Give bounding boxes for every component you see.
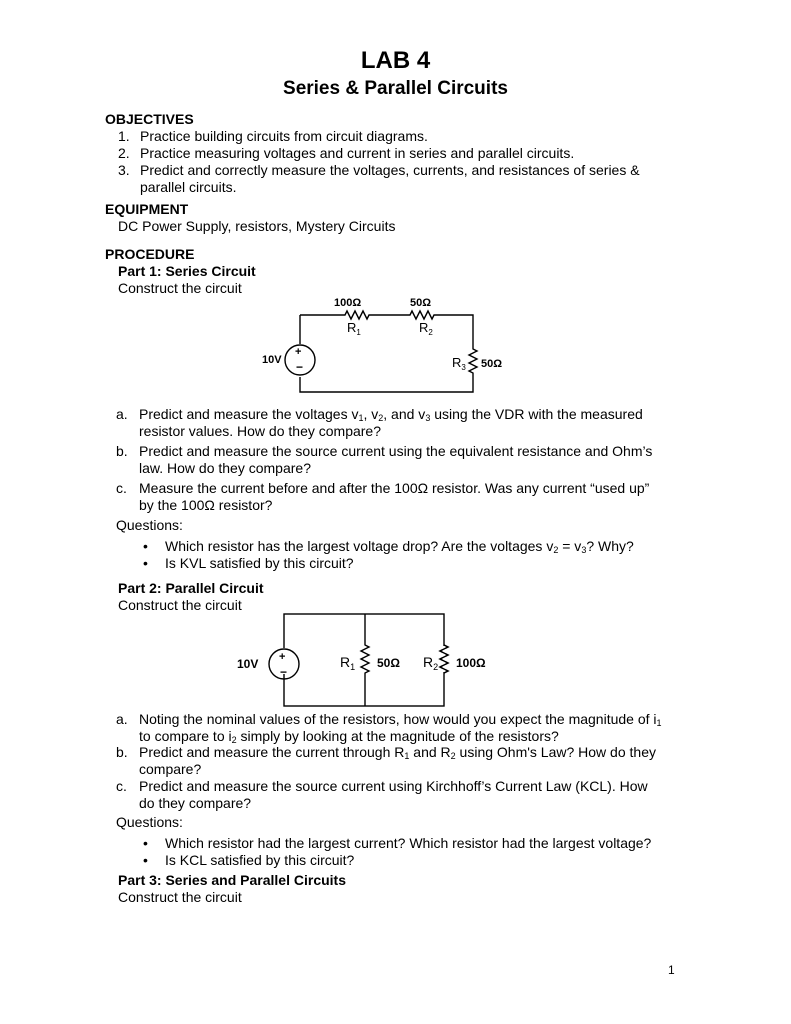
series-source-plus: + [295, 346, 302, 358]
series-circuit-diagram [255, 292, 525, 402]
part2-heading: Part 2: Parallel Circuit [118, 580, 264, 596]
series-r3-value: 50Ω [481, 358, 503, 370]
part1-item-c-line2: by the 100Ω resistor? [139, 497, 273, 513]
part2-item-c-line2: do they compare? [139, 795, 252, 811]
part1-item-b-line1: Predict and measure the source current using the equivalent resistance and Ohm’s [139, 443, 653, 459]
part1-construct: Construct the circuit [118, 280, 242, 296]
part3-heading: Part 3: Series and Parallel Circuits [118, 872, 346, 888]
part1-item-a-line2: resistor values. How do they compare? [139, 423, 381, 439]
objectives-heading: OBJECTIVES [105, 111, 194, 127]
part2-item-a-line1: Noting the nominal values of the resistors, how would you expect the magnitude of $i_1$ [139, 711, 662, 728]
parallel-r1-value: 50Ω [377, 656, 400, 670]
objective-2-number: 2. [118, 145, 130, 161]
parallel-circuit-diagram [232, 608, 502, 713]
part1-heading: Part 1: Series Circuit [118, 263, 256, 279]
part2-item-b-line2: compare? [139, 761, 202, 777]
series-r1-label: $R_1$ [347, 320, 361, 337]
part2-question-1: • Which resistor had the largest current? Which resistor had the largest voltage? [143, 835, 652, 851]
part1-item-b-line2: law. How do they compare? [139, 460, 311, 476]
part1-item-c-letter: c. [116, 480, 127, 496]
parallel-r2-label: $R_2$ [423, 654, 439, 672]
bullet: • [143, 538, 148, 554]
page-title: LAB 4 [360, 47, 431, 74]
series-source-label: 10V [262, 354, 282, 366]
parallel-source-minus: − [280, 665, 288, 679]
equipment-text: DC Power Supply, resistors, Mystery Circuits [118, 218, 396, 234]
objective-3-text: Predict and correctly measure the voltages, currents, and resistances of series & [140, 162, 640, 178]
parallel-r1-label: $R_1$ [340, 654, 356, 672]
part1-item-b-letter: b. [116, 443, 128, 459]
part3-construct: Construct the circuit [118, 889, 242, 905]
part2-item-b-line1: Predict and measure the current through $R_1$ and $R_2$ using Ohm's Law? How do they [139, 744, 656, 761]
objective-1-text: Practice building circuits from circuit diagrams. [140, 128, 428, 144]
part2-item-c-letter: c. [116, 778, 127, 794]
parallel-r2-value: 100Ω [456, 656, 486, 670]
series-r2-value: 50Ω [410, 297, 432, 309]
objective-1-number: 1. [118, 128, 130, 144]
procedure-heading: PROCEDURE [105, 246, 195, 262]
part2-item-c-line1: Predict and measure the source current using Kirchhoff’s Current Law (KCL). How [139, 778, 648, 794]
page-number: 1 [668, 963, 675, 977]
part2-item-a-line2: to compare to $i_2$ simply by looking at the magnitude of the resistors? [139, 728, 559, 745]
parallel-source-label: 10V [237, 657, 259, 671]
series-r1-value: 100Ω [334, 297, 362, 309]
parallel-source-plus: + [279, 651, 286, 663]
part2-construct: Construct the circuit [118, 597, 242, 613]
part2-questions-label: Questions: [116, 814, 183, 830]
part2-question-2: • Is KCL satisfied by this circuit? [143, 852, 355, 868]
equipment-heading: EQUIPMENT [105, 201, 189, 217]
part2-item-a-letter: a. [116, 711, 128, 727]
part1-question-1: • Which resistor has the largest voltage drop? Are the voltages $v_2 = v_3$? Why? [143, 538, 634, 555]
bullet: • [143, 555, 148, 571]
objective-2-text: Practice measuring voltages and current in series and parallel circuits. [140, 145, 575, 161]
series-r3-label: $R_3$ [452, 355, 466, 372]
part1-questions-label: Questions: [116, 517, 183, 533]
part1-question-2: • Is KVL satisfied by this circuit? [143, 555, 354, 571]
part2-item-b-letter: b. [116, 744, 128, 760]
series-r2-label: $R_2$ [419, 320, 433, 337]
objective-3-number: 3. [118, 162, 130, 178]
part1-item-a-letter: a. [116, 406, 128, 422]
bullet: • [143, 852, 148, 868]
part1-item-c-line1: Measure the current before and after the 100Ω resistor. Was any current “used up” [139, 480, 650, 496]
part1-item-a-line1: Predict and measure the voltages $v_1$, $v_2$, and $v_3$ using the VDR with the measured [139, 406, 643, 423]
bullet: • [143, 835, 148, 851]
page-subtitle: Series & Parallel Circuits [283, 78, 508, 99]
objective-3-text-cont: parallel circuits. [140, 179, 237, 195]
series-source-minus: − [296, 360, 304, 374]
